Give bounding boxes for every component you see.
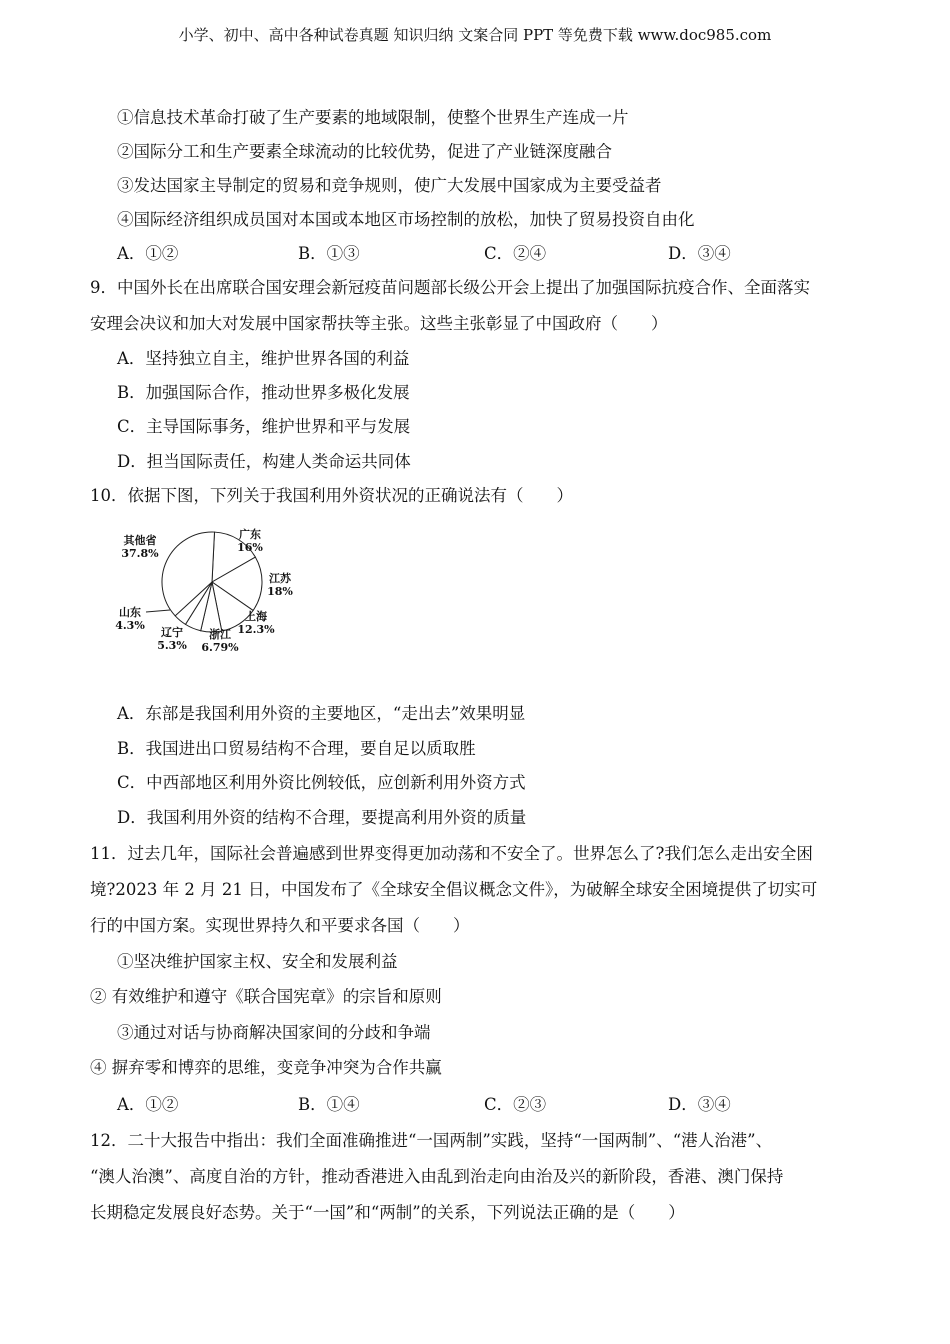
pie-label-5: 山东 — [119, 606, 141, 619]
q9-option-b[interactable]: B．加强国际合作，推动世界多极化发展 — [117, 383, 410, 402]
pie-label-0: 广东 — [239, 528, 261, 541]
q11-item-4: ④ 摒弃零和博弈的思维，变竞争冲突为合作共赢 — [90, 1058, 442, 1077]
pie-label-1: 江苏 — [269, 572, 291, 585]
q11-item-1: ①坚决维护国家主权、安全和发展利益 — [117, 952, 398, 971]
q10-option-a[interactable]: A．东部是我国利用外资的主要地区，“走出去”效果明显 — [117, 704, 526, 723]
q8-option-c[interactable]: C．②④ — [484, 244, 547, 263]
pie-label-4: 辽宁 — [161, 626, 183, 639]
pie-value-2: 12.3% — [237, 623, 275, 636]
q8-option-b[interactable]: B．①③ — [298, 244, 360, 263]
pie-label-2: 上海 — [245, 610, 267, 623]
q9-option-c[interactable]: C．主导国际事务，维护世界和平与发展 — [117, 417, 411, 436]
q8-option-a[interactable]: A．①② — [117, 244, 179, 263]
q9-option-d[interactable]: D．担当国际责任，构建人类命运共同体 — [117, 452, 411, 471]
q11-item-2: ② 有效维护和遵守《联合国宪章》的宗旨和原则 — [90, 987, 442, 1006]
q9-stem-line2: 安理会决议和加大对发展中国家帮扶等主张。这些主张彰显了中国政府（ ） — [90, 314, 668, 333]
q10-option-d[interactable]: D．我国利用外资的结构不合理，要提高利用外资的质量 — [117, 808, 527, 827]
q9-option-a[interactable]: A．坚持独立自主，维护世界各国的利益 — [117, 349, 410, 368]
q8-item-2: ②国际分工和生产要素全球流动的比较优势，促进了产业链深度融合 — [117, 142, 612, 161]
pie-value-3: 6.79% — [201, 641, 239, 654]
q11-item-3: ③通过对话与协商解决国家间的分歧和争端 — [117, 1023, 431, 1042]
q11-stem-line3: 行的中国方案。实现世界持久和平要求各国（ ） — [90, 916, 470, 935]
q8-item-3: ③发达国家主导制定的贸易和竞争规则，使广大发展中国家成为主要受益者 — [117, 176, 662, 195]
q12-stem-line2: “澳人治澳”、高度自治的方针，推动香港进入由乱到治走向由治及兴的新阶段，香港、澳门保持 — [90, 1167, 784, 1186]
pie-value-4: 5.3% — [157, 639, 187, 652]
pie-value-1: 18% — [267, 585, 293, 598]
q8-item-4: ④国际经济组织成员国对本国或本地区市场控制的放松，加快了贸易投资自由化 — [117, 210, 695, 229]
pie-value-5: 4.3% — [115, 619, 145, 632]
pie-leader-line — [146, 610, 170, 612]
pie-label-6: 其他省 — [123, 534, 157, 547]
q11-option-a[interactable]: A．①② — [117, 1095, 179, 1114]
q11-option-b[interactable]: B．①④ — [298, 1095, 360, 1114]
q12-stem-line1: 12．二十大报告中指出：我们全面准确推进“一国两制”实践，坚持“一国两制”、“港人治港”、 — [90, 1131, 773, 1150]
q10-stem: 10．依据下图，下列关于我国利用外资状况的正确说法有（ ） — [90, 486, 573, 505]
pie-label-3: 浙江 — [209, 628, 231, 641]
q11-stem-line1: 11．过去几年，国际社会普遍感到世界变得更加动荡和不安全了。世界怎么了?我们怎么走出安全困 — [90, 844, 813, 863]
q12-stem-line3: 长期稳定发展良好态势。关于“一国”和“两制”的关系，下列说法正确的是（ ） — [90, 1203, 685, 1222]
q8-item-1: ①信息技术革命打破了生产要素的地域限制，使整个世界生产连成一片 — [117, 108, 629, 127]
q11-option-c[interactable]: C．②③ — [484, 1095, 547, 1114]
pie-value-0: 16% — [237, 541, 263, 554]
q11-stem-line2: 境?2023 年 2 月 21 日，中国发布了《全球安全倡议概念文件》，为破解全球安全困境提供了切实可 — [90, 880, 818, 899]
foreign-investment-pie-chart — [110, 520, 310, 670]
q10-option-c[interactable]: C．中西部地区利用外资比例较低，应创新利用外资方式 — [117, 773, 526, 792]
page-header: 小学、初中、高中各种试卷真题 知识归纳 文案合同 PPT 等免费下载 www.doc985.com — [178, 26, 772, 44]
q11-option-d[interactable]: D．③④ — [668, 1095, 731, 1114]
q8-option-d[interactable]: D．③④ — [668, 244, 731, 263]
q10-option-b[interactable]: B．我国进出口贸易结构不合理，要自足以质取胜 — [117, 739, 476, 758]
q9-stem-line1: 9．中国外长在出席联合国安理会新冠疫苗问题部长级公开会上提出了加强国际抗疫合作、全面落实 — [90, 278, 810, 297]
pie-value-6: 37.8% — [121, 547, 159, 560]
